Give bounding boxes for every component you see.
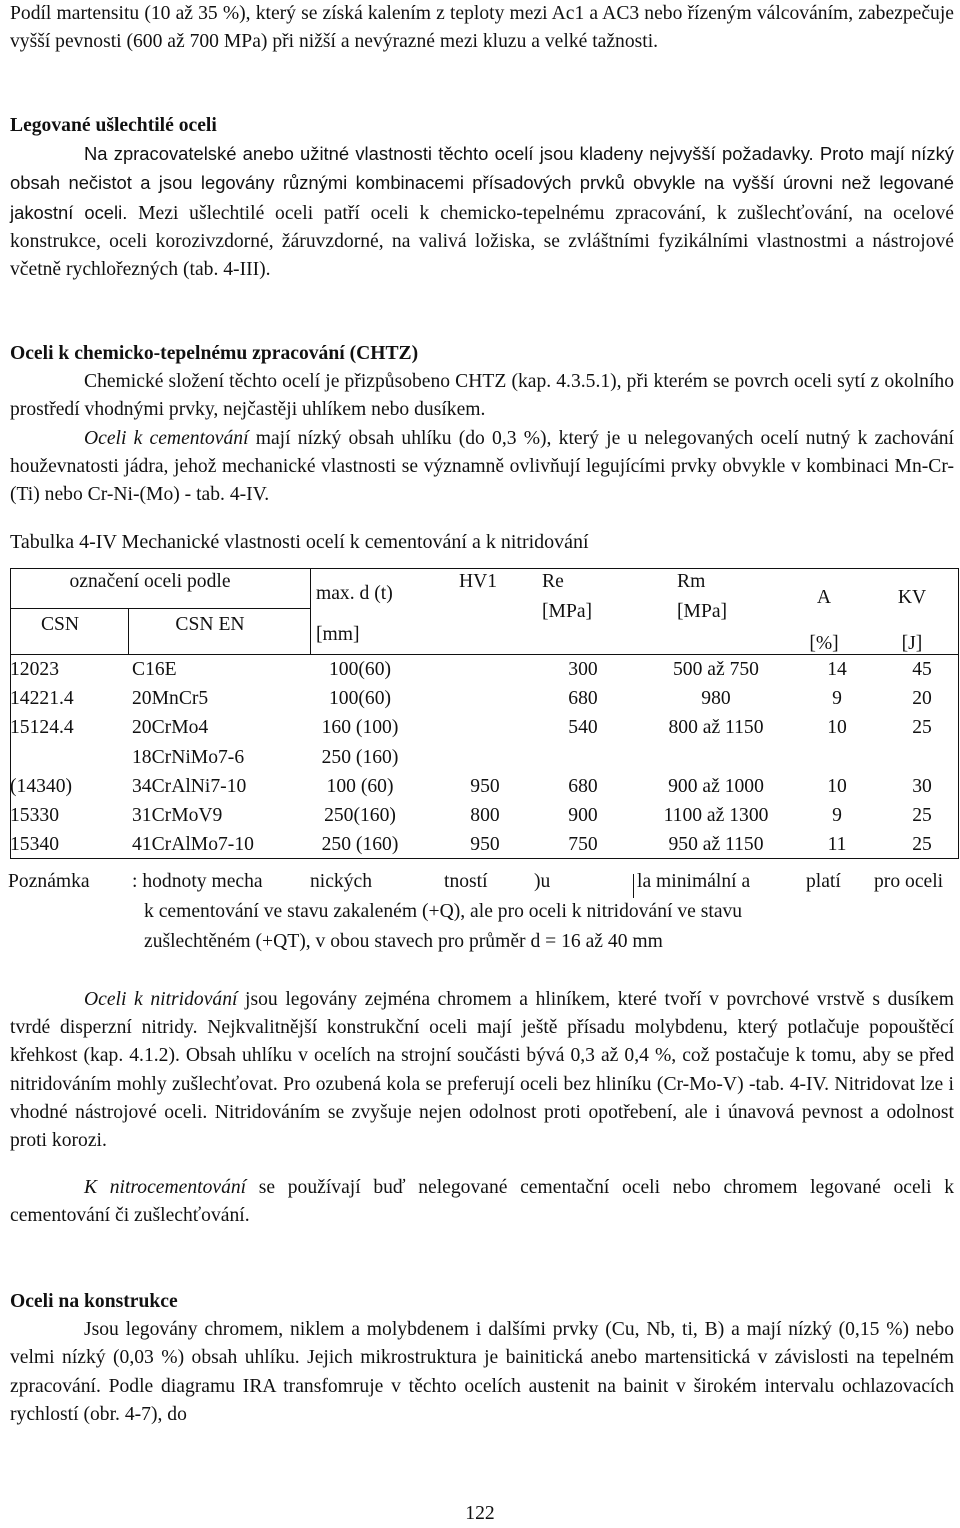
cell-kv: 25 <box>912 717 932 739</box>
header-kv: KV <box>897 587 927 608</box>
cell-maxd: 100(60) <box>328 659 392 680</box>
note-fragment-3: tností <box>444 871 488 892</box>
cell-re: 680 <box>568 688 598 710</box>
cell-hv1: 950 <box>470 775 500 797</box>
paragraph-chtz-1: Chemické složení těchto ocelí je přizpůsobeno CHTZ (kap. 4.3.5.1), při kterém se povrch oceli sytí z okolního prostředí vhodnými prvky, nejčastěji uhlíkem nebo dusíkem. <box>10 371 954 421</box>
cell-rm: 1100 až 1300 <box>663 805 769 826</box>
section-chtz <box>10 340 954 509</box>
cell-kv: 45 <box>912 659 932 680</box>
cell-maxd: 250 (160) <box>321 746 399 768</box>
cell-a: 10 <box>827 717 847 739</box>
table-row <box>10 714 960 743</box>
table-row <box>10 773 960 802</box>
cell-kv: 25 <box>912 805 932 826</box>
cell-re: 680 <box>568 775 598 797</box>
cell-csn: 15340 <box>10 834 59 856</box>
cell-maxd: 250 (160) <box>321 834 399 856</box>
table-caption: Tabulka 4-IV Mechanické vlastnosti ocelí k cementování a k nitridování <box>10 531 589 553</box>
cell-a: 10 <box>827 775 847 797</box>
cell-csn: 14221.4 <box>10 688 74 710</box>
table-row <box>10 744 960 773</box>
cell-rm: 980 <box>701 688 731 710</box>
cell-re: 300 <box>568 659 598 680</box>
section-legovane <box>10 112 954 284</box>
table-row <box>10 802 960 831</box>
cell-maxd: 250(160) <box>324 805 396 826</box>
intro-block <box>10 0 954 56</box>
cell-re: 900 <box>568 805 598 826</box>
table-caption-block <box>10 528 954 556</box>
cell-csn-en: 41CrAlMo7-10 <box>132 834 254 856</box>
cell-csn: 15330 <box>10 805 59 826</box>
cell-kv: 20 <box>912 688 932 710</box>
paragraph-legovane-rest: Mezi ušlechtilé oceli patří oceli k chemicko-tepelnému zpracování, k zušlechťování, na ocelové konstrukce, oceli korozivzdorné, žáruvzdorné, na valivá ložiska, se zvláštními fyzikálními vlastnostmi a nástrojové včetně rychlořezných (tab. 4-III). <box>10 202 954 281</box>
term-nitrocementovani: K nitrocementování <box>84 1177 247 1198</box>
section-konstrukce <box>10 1288 954 1429</box>
cell-csn-en: 18CrNiMo7-6 <box>132 746 245 768</box>
header-group-label: označení oceli podle <box>69 571 231 592</box>
section-nitridovani <box>10 986 954 1155</box>
header-mm: [mm] <box>316 624 360 645</box>
table-row <box>10 831 960 860</box>
paragraph-chtz-2-rest: mají nízký obsah uhlíku (do 0,3 %), který je u nelegovaných ocelí nutný k zachování houževnatosti jádra, jehož mechanické vlastnosti se významně ovlivňují legujícími prvky obvykle v kombinaci Mn-Cr-(Ti) nebo Cr-Ni-(Mo) - tab. 4-IV. <box>10 427 955 506</box>
note-fragment-7: pro oceli <box>874 871 944 892</box>
cell-re: 540 <box>568 717 598 739</box>
cell-maxd: 100 (60) <box>326 775 394 797</box>
term-cementovani: Oceli k cementování <box>84 427 249 449</box>
cell-a: 9 <box>832 688 842 710</box>
cell-csn-en: C16E <box>132 659 177 680</box>
cell-csn-en: 20MnCr5 <box>132 688 209 710</box>
cell-maxd: 100(60) <box>328 688 392 710</box>
paragraph-chtz-2 <box>10 425 954 510</box>
cell-csn-en: 20CrMo4 <box>132 717 209 739</box>
header-a: A <box>816 587 832 608</box>
paragraph-legovane-sans: Na zpracovatelské anebo užitné vlastnosti těchto ocelí jsou kladeny nejvyšší požadavky. Proto mají nízký obsah nečistot a jsou legovány různými kombinacemi přísadových prvků obvykle na vyšší úrovni než legované jakostní oceli. <box>10 143 954 223</box>
cell-csn: 15124.4 <box>10 717 74 739</box>
cell-a: 9 <box>832 805 842 826</box>
cell-csn-en: 34CrAlNi7-10 <box>132 775 247 797</box>
paragraph-nitrocementovani-rest: se používají buď nelegované cementační oceli nebo chromem legované oceli k cementování či zušlechťování. <box>10 1177 954 1227</box>
cell-a: 11 <box>827 834 847 856</box>
header-rm: Rm <box>677 571 706 592</box>
cell-re: 750 <box>568 834 598 856</box>
cell-kv: 30 <box>912 775 932 797</box>
table-header-divider <box>10 654 959 655</box>
note-fragment-6: platí <box>806 871 841 892</box>
steel-properties-table <box>10 568 960 860</box>
section-nitrocementovani <box>10 1174 954 1230</box>
note-fragment-1: : hodnoty mecha <box>132 871 263 892</box>
paragraph-nitridovani <box>10 986 954 1155</box>
section-heading-konstrukce: Oceli na konstrukce <box>10 1291 178 1312</box>
cell-kv: 25 <box>912 834 932 856</box>
cell-csn-en: 31CrMoV9 <box>132 805 223 826</box>
table-row <box>10 656 960 685</box>
note-divider <box>633 874 634 898</box>
paragraph-konstrukce: Jsou legovány chromem, niklem a molybdenem i dalšími prvky (Cu, Nb, ti, B) a mají nízký (0,15 %) nebo velmi nízký (0,03 %) obsah uhlíku. Jejich mikrostruktura je bainitická anebo martensitická v závislosti na tepelném zpracování. Podle diagramu IRA transfomruje v těchto ocelích austenit na bainit v širokém intervalu ochlazovacích rychlostí (obr. 4-7), do <box>10 1319 954 1425</box>
table-col-divider-en <box>310 568 311 654</box>
cell-hv1: 950 <box>470 834 500 856</box>
cell-rm: 900 až 1000 <box>668 775 764 797</box>
note-fragment-2: nických <box>310 871 373 892</box>
table-group-divider <box>10 608 310 609</box>
paragraph-nitrocementovani <box>10 1174 954 1230</box>
page-number: 122 <box>465 1503 495 1524</box>
header-csn-en: CSN EN <box>175 614 245 635</box>
paragraph-legovane <box>10 140 954 284</box>
cell-csn: (14340) <box>10 775 73 797</box>
cell-a: 14 <box>827 659 847 680</box>
header-kv-unit: [J] <box>901 633 923 654</box>
header-maxd: max. d (t) <box>316 583 393 604</box>
section-heading-chtz: Oceli k chemicko-tepelnému zpracování (CHTZ) <box>10 343 419 364</box>
note-line-3: zušlechtěném (+QT), v obou stavech pro průměr d = 16 až 40 mm <box>144 931 663 952</box>
header-a-unit: [%] <box>809 633 839 654</box>
header-hv1: HV1 <box>458 571 498 592</box>
intro-paragraph: Podíl martensitu (10 až 35 %), který se získá kalením z teploty mezi Ac1 a AC3 nebo řízeným válcováním, zabezpečuje vyšší pevnosti (600 až 700 MPa) při nižší a nevýrazné mezi kluzu a velké tažnosti. <box>10 3 954 53</box>
paragraph-nitridovani-rest: jsou legovány zejména chromem a hliníkem, které tvoří v povrchové vrstvě s dusíkem tvrdé disperzní nitridy. Nejkvalitnější konstrukční oceli mají ještě přísadu molybdenu, který potlačuje popouštěcí křehkost (kap. 4.1.2). Obsah uhlíku v ocelích na strojní součásti bývá 0,3 až 0,4 %, což postačuje k tomu, aby se před nitridováním mohly zušlechťovat. Pro ozubená kola se preferují oceli bez hliníku (Cr-Mo-V) -tab. 4-IV. Nitridovat lze i vhodné nástrojové oceli. Nitridováním se zvyšuje nejen odolnost proti opotřebení, ale i únavová pevnost a odolnost proti korozi. <box>10 989 954 1152</box>
table-col-divider-csn <box>128 608 129 654</box>
cell-rm: 500 až 750 <box>673 659 759 680</box>
term-nitridovani: Oceli k nitridování <box>84 989 238 1010</box>
cell-maxd: 160 (100) <box>321 717 399 739</box>
note-fragment-5: la minimální a <box>637 871 751 892</box>
header-re: Re <box>542 571 564 592</box>
cell-csn: 12023 <box>10 659 59 680</box>
table-row <box>10 685 960 714</box>
cell-rm: 950 až 1150 <box>668 834 764 856</box>
cell-rm: 800 až 1150 <box>668 717 764 739</box>
header-csn: CSN <box>40 614 80 635</box>
section-heading-legovane: Legované ušlechtilé oceli <box>10 115 217 136</box>
header-rm-unit: [MPa] <box>677 601 728 622</box>
cell-hv1: 800 <box>470 805 500 826</box>
note-line-2: k cementování ve stavu zakaleném (+Q), ale pro oceli k nitridování ve stavu <box>144 901 743 922</box>
note-label: Poznámka <box>8 871 90 892</box>
table-note <box>10 868 960 958</box>
header-re-unit: [MPa] <box>542 601 593 622</box>
note-fragment-4: )u <box>534 871 551 892</box>
